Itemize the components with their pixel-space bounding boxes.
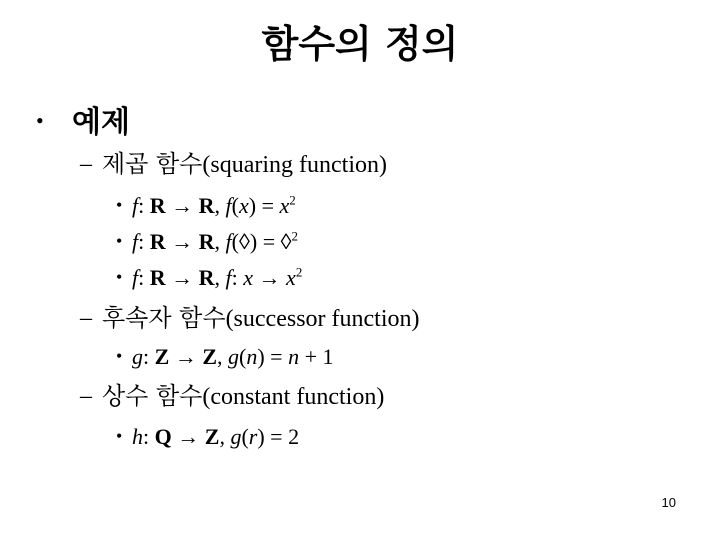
english-term: (successor function) <box>225 306 420 332</box>
bullet-icon: • <box>116 426 123 446</box>
bullet-icon: • <box>36 108 44 133</box>
dash-icon: – <box>80 305 92 331</box>
formula: f: R → R, f(◊) = ◊$^2$ <box>132 228 298 254</box>
formula: h: Q → Z, g(r) = 2 <box>132 424 300 449</box>
subitem-label <box>102 152 387 177</box>
arrow-icon: → <box>177 424 200 449</box>
formula: g: Z → Z, g(n) = n + 1 <box>132 344 334 369</box>
arrow-icon: → <box>174 344 197 369</box>
english-term: (constant function) <box>202 384 385 410</box>
page-number: 10 <box>661 495 676 510</box>
subitem-label <box>102 384 384 409</box>
arrow-icon: → <box>171 265 194 290</box>
bullet-item-label: 예제 <box>72 105 130 140</box>
dash-icon: – <box>80 383 92 409</box>
arrow-icon: → <box>171 193 194 218</box>
formula: f: R → R, f: $x \to x^2$ <box>132 264 303 290</box>
slide-title: 함수의 정의 <box>261 22 459 66</box>
formula: f: R → R, $f(x) = x^2$ <box>132 192 296 218</box>
bullet-icon: • <box>116 346 123 366</box>
arrow-icon: → <box>171 229 194 254</box>
korean-term: 상수 함수 <box>102 382 203 410</box>
korean-term: 후속자 함수 <box>102 304 226 332</box>
subitem-label <box>102 306 420 331</box>
korean-term: 제곱 함수 <box>102 150 203 178</box>
bullet-icon: • <box>116 267 123 287</box>
arrow-icon: → <box>253 265 287 290</box>
english-term: (squaring function) <box>202 152 387 178</box>
dash-icon: – <box>80 151 92 177</box>
bullet-icon: • <box>116 231 123 251</box>
bullet-icon: • <box>116 195 123 215</box>
